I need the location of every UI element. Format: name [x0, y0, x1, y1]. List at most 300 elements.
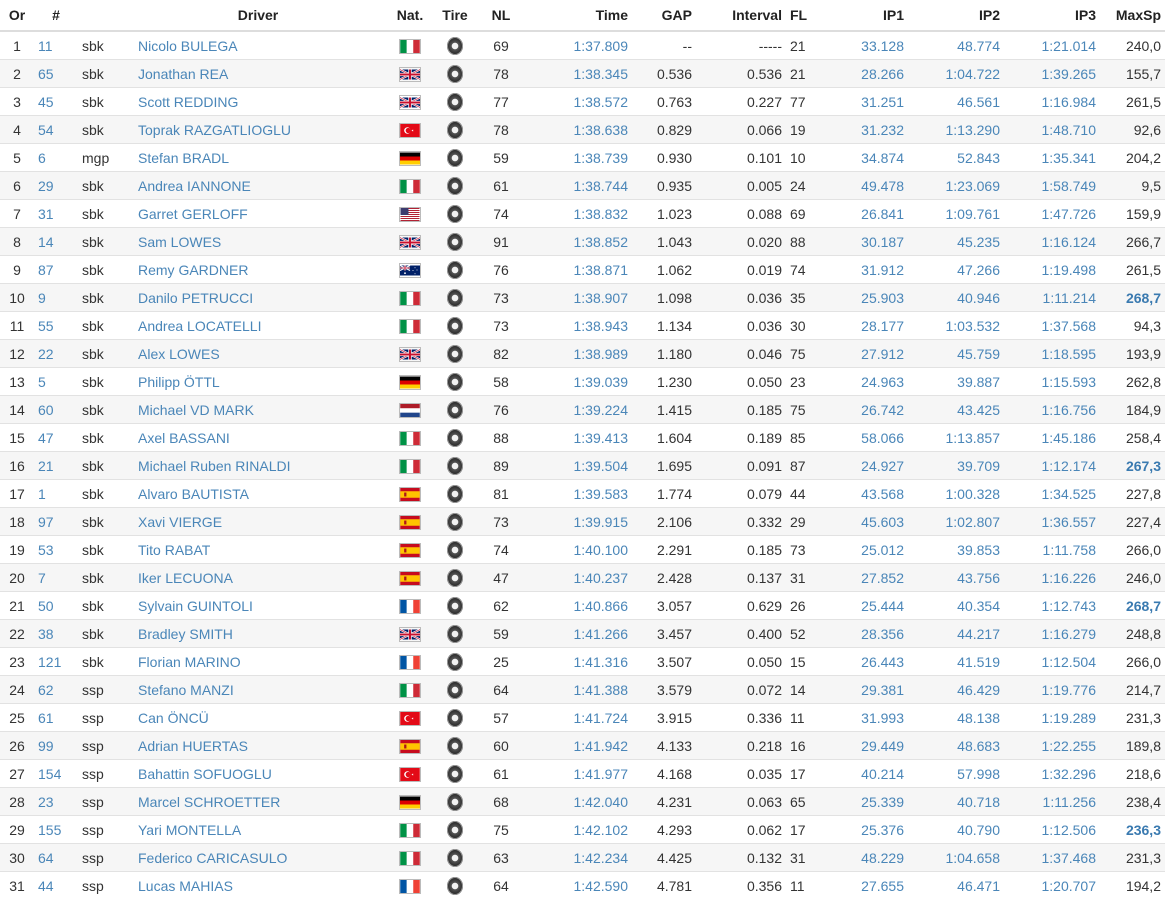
- rider-number-link[interactable]: 154: [34, 760, 78, 788]
- ip2-split[interactable]: 1:02.807: [908, 508, 1004, 536]
- driver-name-link[interactable]: Danilo PETRUCCI: [128, 284, 388, 312]
- best-time-link[interactable]: 1:38.638: [524, 116, 632, 144]
- flag-icon: [400, 96, 420, 109]
- driver-name-link[interactable]: Xavi VIERGE: [128, 508, 388, 536]
- driver-name-link[interactable]: Stefan BRADL: [128, 144, 388, 172]
- ip2-split[interactable]: 1:13.290: [908, 116, 1004, 144]
- flag-icon: [400, 68, 420, 81]
- table-row[interactable]: [0, 872, 1165, 900]
- rider-number-link[interactable]: 45: [34, 88, 78, 116]
- table-row[interactable]: [0, 788, 1165, 816]
- table-row[interactable]: [0, 480, 1165, 508]
- ip2-split[interactable]: 43.756: [908, 564, 1004, 592]
- best-time-link[interactable]: 1:40.866: [524, 592, 632, 620]
- col-header-pos[interactable]: Or: [0, 0, 34, 31]
- flag-icon: [400, 516, 420, 529]
- ip3-split[interactable]: 1:12.506: [1004, 816, 1100, 844]
- rider-number-link[interactable]: 155: [34, 816, 78, 844]
- ip1-split[interactable]: 31.993: [822, 704, 908, 732]
- fastest-lap-number: 65: [786, 788, 822, 816]
- tire-icon: [447, 821, 463, 839]
- driver-name-link[interactable]: Scott REDDING: [128, 88, 388, 116]
- ip2-split[interactable]: 48.683: [908, 732, 1004, 760]
- best-time-link[interactable]: 1:38.744: [524, 172, 632, 200]
- ip2-split[interactable]: 45.759: [908, 340, 1004, 368]
- ip3-split[interactable]: 1:16.984: [1004, 88, 1100, 116]
- flag-icon: [400, 824, 420, 837]
- ip2-split[interactable]: 1:04.658: [908, 844, 1004, 872]
- interval-value: -----: [696, 31, 786, 60]
- tire-cell: [432, 592, 478, 620]
- tire-icon: [447, 541, 463, 559]
- ip1-split[interactable]: 25.376: [822, 816, 908, 844]
- col-header-maxsp[interactable]: MaxSp: [1100, 0, 1165, 31]
- best-time-link[interactable]: 1:42.040: [524, 788, 632, 816]
- ip2-split[interactable]: 41.519: [908, 648, 1004, 676]
- table-row[interactable]: [0, 88, 1165, 116]
- max-speed: 231,3: [1100, 704, 1165, 732]
- rider-number-link[interactable]: 31: [34, 200, 78, 228]
- best-time-link[interactable]: 1:39.224: [524, 396, 632, 424]
- nationality-cell: [388, 844, 432, 872]
- nationality-cell: [388, 816, 432, 844]
- ip1-split[interactable]: 31.232: [822, 116, 908, 144]
- table-row[interactable]: [0, 144, 1165, 172]
- ip1-split[interactable]: 26.841: [822, 200, 908, 228]
- driver-name-link[interactable]: Alex LOWES: [128, 340, 388, 368]
- driver-name-link[interactable]: Iker LECUONA: [128, 564, 388, 592]
- max-speed: 204,2: [1100, 144, 1165, 172]
- table-row[interactable]: [0, 704, 1165, 732]
- rider-number-link[interactable]: 22: [34, 340, 78, 368]
- flag-icon: [400, 628, 420, 641]
- ip2-split[interactable]: 46.429: [908, 676, 1004, 704]
- table-row[interactable]: [0, 200, 1165, 228]
- table-row[interactable]: [0, 424, 1165, 452]
- ip2-split[interactable]: 1:00.328: [908, 480, 1004, 508]
- table-row[interactable]: [0, 368, 1165, 396]
- tire-cell: [432, 620, 478, 648]
- rider-number-link[interactable]: 6: [34, 144, 78, 172]
- rider-number-link[interactable]: 65: [34, 60, 78, 88]
- max-speed: 266,0: [1100, 536, 1165, 564]
- driver-name-link[interactable]: Alvaro BAUTISTA: [128, 480, 388, 508]
- ip1-split[interactable]: 48.229: [822, 844, 908, 872]
- ip1-split[interactable]: 29.381: [822, 676, 908, 704]
- best-time-link[interactable]: 1:39.039: [524, 368, 632, 396]
- tire-icon: [447, 65, 463, 83]
- class-label: sbk: [78, 480, 128, 508]
- ip3-split[interactable]: 1:47.726: [1004, 200, 1100, 228]
- driver-name-link[interactable]: Lucas MAHIAS: [128, 872, 388, 900]
- best-time-link[interactable]: 1:41.388: [524, 676, 632, 704]
- tire-cell: [432, 256, 478, 284]
- driver-name-link[interactable]: Andrea LOCATELLI: [128, 312, 388, 340]
- ip2-split[interactable]: 47.266: [908, 256, 1004, 284]
- ip3-split[interactable]: 1:58.749: [1004, 172, 1100, 200]
- ip1-split[interactable]: 25.012: [822, 536, 908, 564]
- tire-cell: [432, 704, 478, 732]
- col-header-tire[interactable]: Tire: [432, 0, 478, 31]
- best-time-link[interactable]: 1:38.943: [524, 312, 632, 340]
- laps-count: 64: [478, 676, 524, 704]
- driver-name-link[interactable]: Garret GERLOFF: [128, 200, 388, 228]
- table-row[interactable]: [0, 760, 1165, 788]
- ip3-split[interactable]: 1:37.568: [1004, 312, 1100, 340]
- ip3-split[interactable]: 1:20.707: [1004, 872, 1100, 900]
- ip3-split[interactable]: 1:11.214: [1004, 284, 1100, 312]
- rider-number-link[interactable]: 5: [34, 368, 78, 396]
- ip3-split[interactable]: 1:11.256: [1004, 788, 1100, 816]
- ip3-split[interactable]: 1:34.525: [1004, 480, 1100, 508]
- best-time-link[interactable]: 1:39.413: [524, 424, 632, 452]
- best-time-link[interactable]: 1:38.907: [524, 284, 632, 312]
- rider-number-link[interactable]: 7: [34, 564, 78, 592]
- rider-number-link[interactable]: 23: [34, 788, 78, 816]
- col-header-num[interactable]: #: [34, 0, 78, 31]
- rider-number-link[interactable]: 38: [34, 620, 78, 648]
- laps-count: 61: [478, 760, 524, 788]
- flag-icon: [400, 320, 420, 333]
- driver-name-link[interactable]: Axel BASSANI: [128, 424, 388, 452]
- flag-icon: [400, 124, 420, 137]
- fastest-lap-number: 11: [786, 872, 822, 900]
- col-header-interval[interactable]: Interval: [696, 0, 786, 31]
- ip1-split[interactable]: 40.214: [822, 760, 908, 788]
- class-label: ssp: [78, 676, 128, 704]
- col-header-ip3[interactable]: IP3: [1004, 0, 1100, 31]
- best-time-link[interactable]: 1:38.871: [524, 256, 632, 284]
- best-time-link[interactable]: 1:38.572: [524, 88, 632, 116]
- ip3-split[interactable]: 1:16.124: [1004, 228, 1100, 256]
- ip3-split[interactable]: 1:12.174: [1004, 452, 1100, 480]
- ip3-split[interactable]: 1:12.504: [1004, 648, 1100, 676]
- ip3-split[interactable]: 1:39.265: [1004, 60, 1100, 88]
- max-speed: 218,6: [1100, 760, 1165, 788]
- ip3-split[interactable]: 1:45.186: [1004, 424, 1100, 452]
- ip2-split[interactable]: 40.946: [908, 284, 1004, 312]
- table-row[interactable]: [0, 172, 1165, 200]
- best-time-link[interactable]: 1:38.832: [524, 200, 632, 228]
- table-row[interactable]: [0, 592, 1165, 620]
- driver-name-link[interactable]: Tito RABAT: [128, 536, 388, 564]
- gap-value: 0.763: [632, 88, 696, 116]
- table-row[interactable]: [0, 452, 1165, 480]
- best-time-link[interactable]: 1:42.234: [524, 844, 632, 872]
- ip2-split[interactable]: 43.425: [908, 396, 1004, 424]
- table-row[interactable]: [0, 676, 1165, 704]
- driver-name-link[interactable]: Remy GARDNER: [128, 256, 388, 284]
- driver-name-link[interactable]: Toprak RAZGATLIOGLU: [128, 116, 388, 144]
- table-row[interactable]: [0, 284, 1165, 312]
- table-row[interactable]: [0, 31, 1165, 60]
- table-row[interactable]: [0, 60, 1165, 88]
- ip3-split[interactable]: 1:12.743: [1004, 592, 1100, 620]
- class-label: sbk: [78, 396, 128, 424]
- max-speed: 184,9: [1100, 396, 1165, 424]
- best-time-link[interactable]: 1:42.102: [524, 816, 632, 844]
- table-row[interactable]: [0, 508, 1165, 536]
- gap-value: 3.057: [632, 592, 696, 620]
- ip2-split[interactable]: 40.354: [908, 592, 1004, 620]
- rider-number-link[interactable]: 62: [34, 676, 78, 704]
- ip3-split[interactable]: 1:19.289: [1004, 704, 1100, 732]
- ip2-split[interactable]: 39.709: [908, 452, 1004, 480]
- position: 16: [0, 452, 34, 480]
- tire-icon: [447, 289, 463, 307]
- rider-number-link[interactable]: 21: [34, 452, 78, 480]
- ip1-split[interactable]: 28.356: [822, 620, 908, 648]
- best-time-link[interactable]: 1:41.316: [524, 648, 632, 676]
- col-header-nl[interactable]: NL: [478, 0, 524, 31]
- rider-number-link[interactable]: 53: [34, 536, 78, 564]
- best-time-link[interactable]: 1:40.237: [524, 564, 632, 592]
- ip3-split[interactable]: 1:35.341: [1004, 144, 1100, 172]
- col-header-ip2[interactable]: IP2: [908, 0, 1004, 31]
- tire-cell: [432, 872, 478, 900]
- tire-cell: [432, 60, 478, 88]
- ip2-split[interactable]: 39.887: [908, 368, 1004, 396]
- table-row[interactable]: [0, 648, 1165, 676]
- rider-number-link[interactable]: 54: [34, 116, 78, 144]
- rider-number-link[interactable]: 97: [34, 508, 78, 536]
- ip3-split[interactable]: 1:16.756: [1004, 396, 1100, 424]
- driver-name-link[interactable]: Bahattin SOFUOGLU: [128, 760, 388, 788]
- table-row[interactable]: [0, 536, 1165, 564]
- interval-value: 0.536: [696, 60, 786, 88]
- rider-number-link[interactable]: 11: [34, 31, 78, 60]
- position: 10: [0, 284, 34, 312]
- driver-name-link[interactable]: Federico CARICASULO: [128, 844, 388, 872]
- nationality-cell: [388, 31, 432, 60]
- ip2-split[interactable]: 1:03.532: [908, 312, 1004, 340]
- driver-name-link[interactable]: Sylvain GUINTOLI: [128, 592, 388, 620]
- best-time-link[interactable]: 1:38.852: [524, 228, 632, 256]
- ip1-split[interactable]: 31.912: [822, 256, 908, 284]
- ip1-split[interactable]: 24.927: [822, 452, 908, 480]
- driver-name-link[interactable]: Jonathan REA: [128, 60, 388, 88]
- interval-value: 0.005: [696, 172, 786, 200]
- ip1-split[interactable]: 30.187: [822, 228, 908, 256]
- driver-name-link[interactable]: Stefano MANZI: [128, 676, 388, 704]
- ip2-split[interactable]: 1:04.722: [908, 60, 1004, 88]
- ip2-split[interactable]: 1:09.761: [908, 200, 1004, 228]
- best-time-link[interactable]: 1:38.345: [524, 60, 632, 88]
- laps-count: 89: [478, 452, 524, 480]
- ip3-split[interactable]: 1:37.468: [1004, 844, 1100, 872]
- ip2-split[interactable]: 44.217: [908, 620, 1004, 648]
- laps-count: 62: [478, 592, 524, 620]
- fastest-lap-number: 21: [786, 60, 822, 88]
- ip2-split[interactable]: 40.790: [908, 816, 1004, 844]
- driver-name-link[interactable]: Michael VD MARK: [128, 396, 388, 424]
- table-row[interactable]: [0, 396, 1165, 424]
- class-label: sbk: [78, 424, 128, 452]
- rider-number-link[interactable]: 29: [34, 172, 78, 200]
- col-header-driver[interactable]: Driver: [128, 0, 388, 31]
- max-speed: 189,8: [1100, 732, 1165, 760]
- table-row[interactable]: [0, 564, 1165, 592]
- driver-name-link[interactable]: Can ÖNCÜ: [128, 704, 388, 732]
- ip2-split[interactable]: 46.561: [908, 88, 1004, 116]
- ip1-split[interactable]: 28.266: [822, 60, 908, 88]
- gap-value: 1.774: [632, 480, 696, 508]
- ip3-split[interactable]: 1:16.226: [1004, 564, 1100, 592]
- nationality-cell: [388, 732, 432, 760]
- ip2-split[interactable]: 48.774: [908, 31, 1004, 60]
- rider-number-link[interactable]: 9: [34, 284, 78, 312]
- best-time-link[interactable]: 1:42.590: [524, 872, 632, 900]
- ip1-split[interactable]: 27.852: [822, 564, 908, 592]
- driver-name-link[interactable]: Nicolo BULEGA: [128, 31, 388, 60]
- ip1-split[interactable]: 58.066: [822, 424, 908, 452]
- rider-number-link[interactable]: 99: [34, 732, 78, 760]
- ip3-split[interactable]: 1:21.014: [1004, 31, 1100, 60]
- best-time-link[interactable]: 1:41.942: [524, 732, 632, 760]
- ip2-split[interactable]: 48.138: [908, 704, 1004, 732]
- col-header-fl[interactable]: FL: [786, 0, 822, 31]
- rider-number-link[interactable]: 64: [34, 844, 78, 872]
- ip1-split[interactable]: 25.339: [822, 788, 908, 816]
- ip2-split[interactable]: 52.843: [908, 144, 1004, 172]
- ip3-split[interactable]: 1:11.758: [1004, 536, 1100, 564]
- driver-name-link[interactable]: Philipp ÖTTL: [128, 368, 388, 396]
- class-label: sbk: [78, 620, 128, 648]
- ip2-split[interactable]: 45.235: [908, 228, 1004, 256]
- max-speed: 159,9: [1100, 200, 1165, 228]
- table-row[interactable]: [0, 620, 1165, 648]
- ip1-split[interactable]: 26.443: [822, 648, 908, 676]
- tire-icon: [447, 401, 463, 419]
- rider-number-link[interactable]: 1: [34, 480, 78, 508]
- ip1-split[interactable]: 49.478: [822, 172, 908, 200]
- table-row[interactable]: [0, 732, 1165, 760]
- best-time-link[interactable]: 1:39.504: [524, 452, 632, 480]
- driver-name-link[interactable]: Andrea IANNONE: [128, 172, 388, 200]
- fastest-lap-number: 75: [786, 340, 822, 368]
- ip3-split[interactable]: 1:16.279: [1004, 620, 1100, 648]
- col-header-ip1[interactable]: IP1: [822, 0, 908, 31]
- fastest-lap-number: 23: [786, 368, 822, 396]
- best-time-link[interactable]: 1:37.809: [524, 31, 632, 60]
- ip3-split[interactable]: 1:18.595: [1004, 340, 1100, 368]
- ip1-split[interactable]: 28.177: [822, 312, 908, 340]
- table-row[interactable]: [0, 340, 1165, 368]
- ip3-split[interactable]: 1:19.498: [1004, 256, 1100, 284]
- ip2-split[interactable]: 57.998: [908, 760, 1004, 788]
- ip1-split[interactable]: 31.251: [822, 88, 908, 116]
- rider-number-link[interactable]: 44: [34, 872, 78, 900]
- driver-name-link[interactable]: Adrian HUERTAS: [128, 732, 388, 760]
- max-speed: 92,6: [1100, 116, 1165, 144]
- best-time-link[interactable]: 1:41.724: [524, 704, 632, 732]
- ip3-split[interactable]: 1:32.296: [1004, 760, 1100, 788]
- nationality-cell: [388, 508, 432, 536]
- ip2-split[interactable]: 39.853: [908, 536, 1004, 564]
- rider-number-link[interactable]: 50: [34, 592, 78, 620]
- ip1-split[interactable]: 24.963: [822, 368, 908, 396]
- ip2-split[interactable]: 1:23.069: [908, 172, 1004, 200]
- ip2-split[interactable]: 46.471: [908, 872, 1004, 900]
- rider-number-link[interactable]: 14: [34, 228, 78, 256]
- driver-name-link[interactable]: Sam LOWES: [128, 228, 388, 256]
- rider-number-link[interactable]: 60: [34, 396, 78, 424]
- gap-value: 2.291: [632, 536, 696, 564]
- best-time-link[interactable]: 1:38.739: [524, 144, 632, 172]
- tire-cell: [432, 340, 478, 368]
- gap-value: 4.781: [632, 872, 696, 900]
- class-label: ssp: [78, 704, 128, 732]
- driver-name-link[interactable]: Bradley SMITH: [128, 620, 388, 648]
- gap-value: 1.134: [632, 312, 696, 340]
- ip2-split[interactable]: 1:13.857: [908, 424, 1004, 452]
- table-row[interactable]: [0, 816, 1165, 844]
- header-row: [0, 0, 1165, 31]
- ip1-split[interactable]: 25.444: [822, 592, 908, 620]
- rider-number-link[interactable]: 55: [34, 312, 78, 340]
- ip1-split[interactable]: 27.655: [822, 872, 908, 900]
- ip1-split[interactable]: 29.449: [822, 732, 908, 760]
- driver-name-link[interactable]: Florian MARINO: [128, 648, 388, 676]
- table-row[interactable]: [0, 116, 1165, 144]
- ip1-split[interactable]: 25.903: [822, 284, 908, 312]
- table-row[interactable]: [0, 256, 1165, 284]
- ip2-split[interactable]: 40.718: [908, 788, 1004, 816]
- position: 28: [0, 788, 34, 816]
- col-header-gap[interactable]: GAP: [632, 0, 696, 31]
- ip3-split[interactable]: 1:48.710: [1004, 116, 1100, 144]
- rider-number-link[interactable]: 61: [34, 704, 78, 732]
- table-row[interactable]: [0, 844, 1165, 872]
- col-header-nat[interactable]: Nat.: [388, 0, 432, 31]
- position: 27: [0, 760, 34, 788]
- ip1-split[interactable]: 45.603: [822, 508, 908, 536]
- ip3-split[interactable]: 1:22.255: [1004, 732, 1100, 760]
- nationality-cell: [388, 564, 432, 592]
- ip1-split[interactable]: 26.742: [822, 396, 908, 424]
- col-header-time[interactable]: Time: [524, 0, 632, 31]
- ip1-split[interactable]: 34.874: [822, 144, 908, 172]
- table-row[interactable]: [0, 228, 1165, 256]
- best-time-link[interactable]: 1:41.266: [524, 620, 632, 648]
- best-time-link[interactable]: 1:39.583: [524, 480, 632, 508]
- driver-name-link[interactable]: Michael Ruben RINALDI: [128, 452, 388, 480]
- nationality-cell: [388, 116, 432, 144]
- driver-name-link[interactable]: Yari MONTELLA: [128, 816, 388, 844]
- rider-number-link[interactable]: 47: [34, 424, 78, 452]
- driver-name-link[interactable]: Marcel SCHROETTER: [128, 788, 388, 816]
- best-time-link[interactable]: 1:38.989: [524, 340, 632, 368]
- ip3-split[interactable]: 1:19.776: [1004, 676, 1100, 704]
- ip3-split[interactable]: 1:36.557: [1004, 508, 1100, 536]
- flag-icon: [400, 740, 420, 753]
- rider-number-link[interactable]: 121: [34, 648, 78, 676]
- table-row[interactable]: [0, 312, 1165, 340]
- ip1-split[interactable]: 27.912: [822, 340, 908, 368]
- ip1-split[interactable]: 33.128: [822, 31, 908, 60]
- class-label: sbk: [78, 284, 128, 312]
- best-time-link[interactable]: 1:41.977: [524, 760, 632, 788]
- best-time-link[interactable]: 1:40.100: [524, 536, 632, 564]
- rider-number-link[interactable]: 87: [34, 256, 78, 284]
- class-label: sbk: [78, 564, 128, 592]
- ip3-split[interactable]: 1:15.593: [1004, 368, 1100, 396]
- laps-count: 69: [478, 31, 524, 60]
- gap-value: 0.935: [632, 172, 696, 200]
- class-label: ssp: [78, 732, 128, 760]
- best-time-link[interactable]: 1:39.915: [524, 508, 632, 536]
- ip1-split[interactable]: 43.568: [822, 480, 908, 508]
